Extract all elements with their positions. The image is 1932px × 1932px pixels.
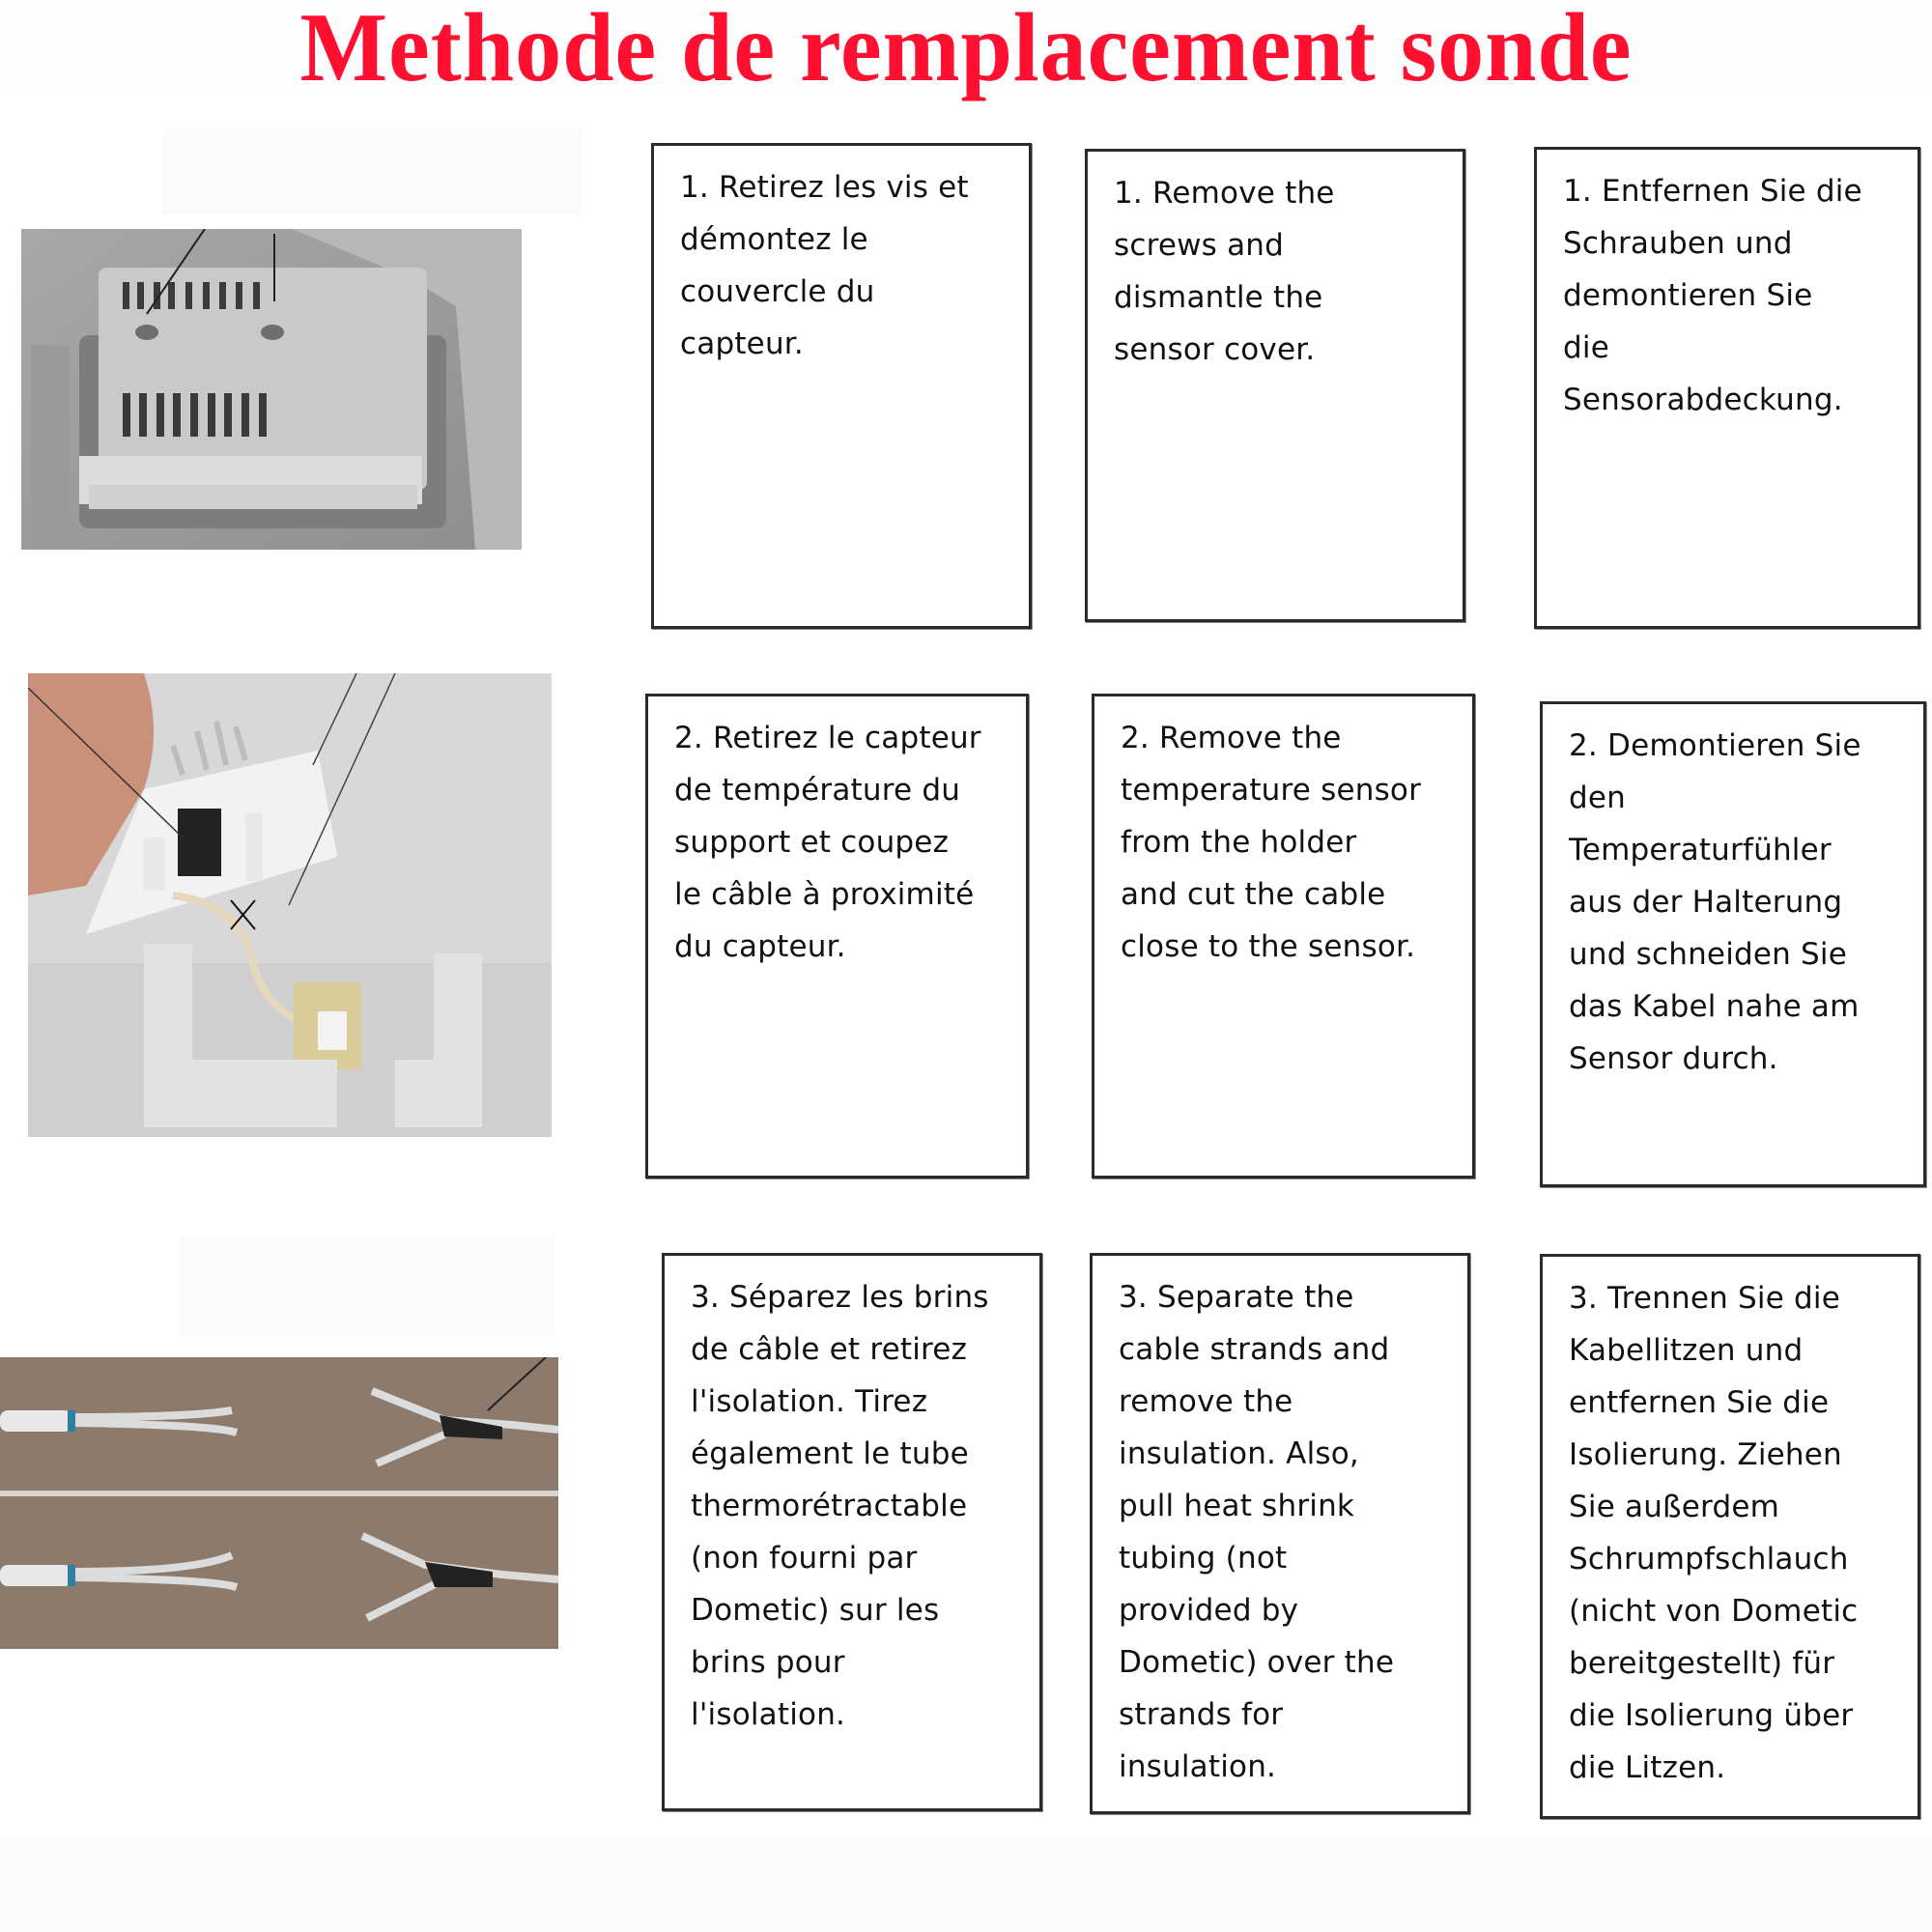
footer-band	[0, 1835, 1932, 1932]
step-1-text-en: 1. Remove the screws and dismantle the sensor cover.	[1085, 149, 1465, 622]
sensor-cover-photo	[21, 229, 522, 550]
cable-strands-photo	[0, 1357, 558, 1649]
step-2-text-en: 2. Remove the temperature sensor from the holder and cut the cable close to the sensor.	[1092, 694, 1475, 1179]
step-3-text-fr: 3. Séparez les brins de câble et retirez l'isolation. Tirez également le tube thermorétractable (non fourni par Dometic) sur les brins pour l'isolation.	[662, 1253, 1042, 1811]
photo-backdrop	[179, 1236, 555, 1336]
step-1-text-de: 1. Entfernen Sie die Schrauben und demontieren Sie die Sensorabdeckung.	[1534, 147, 1920, 629]
page-title: Methode de remplacement sonde	[299, 0, 1633, 102]
sensor-removal-photo	[28, 673, 552, 1137]
step-3-text-en: 3. Separate the cable strands and remove the insulation. Also, pull heat shrink tubing (not provided by Dometic) over the strands for insulation.	[1090, 1253, 1470, 1814]
step-1-text-fr: 1. Retirez les vis et démontez le couvercle du capteur.	[651, 143, 1032, 629]
photo-backdrop	[162, 128, 582, 214]
step-3-text-de: 3. Trennen Sie die Kabellitzen und entfernen Sie die Isolierung. Ziehen Sie außerdem Schrumpfschlauch (nicht von Dometic bereitgestellt) für die Isolierung über die Litzen.	[1540, 1254, 1920, 1819]
step-2-text-fr: 2. Retirez le capteur de température du support et coupez le câble à proximité du capteur.	[645, 694, 1029, 1179]
step-2-text-de: 2. Demontieren Sie den Temperaturfühler aus der Halterung und schneiden Sie das Kabel nahe am Sensor durch.	[1540, 701, 1926, 1187]
